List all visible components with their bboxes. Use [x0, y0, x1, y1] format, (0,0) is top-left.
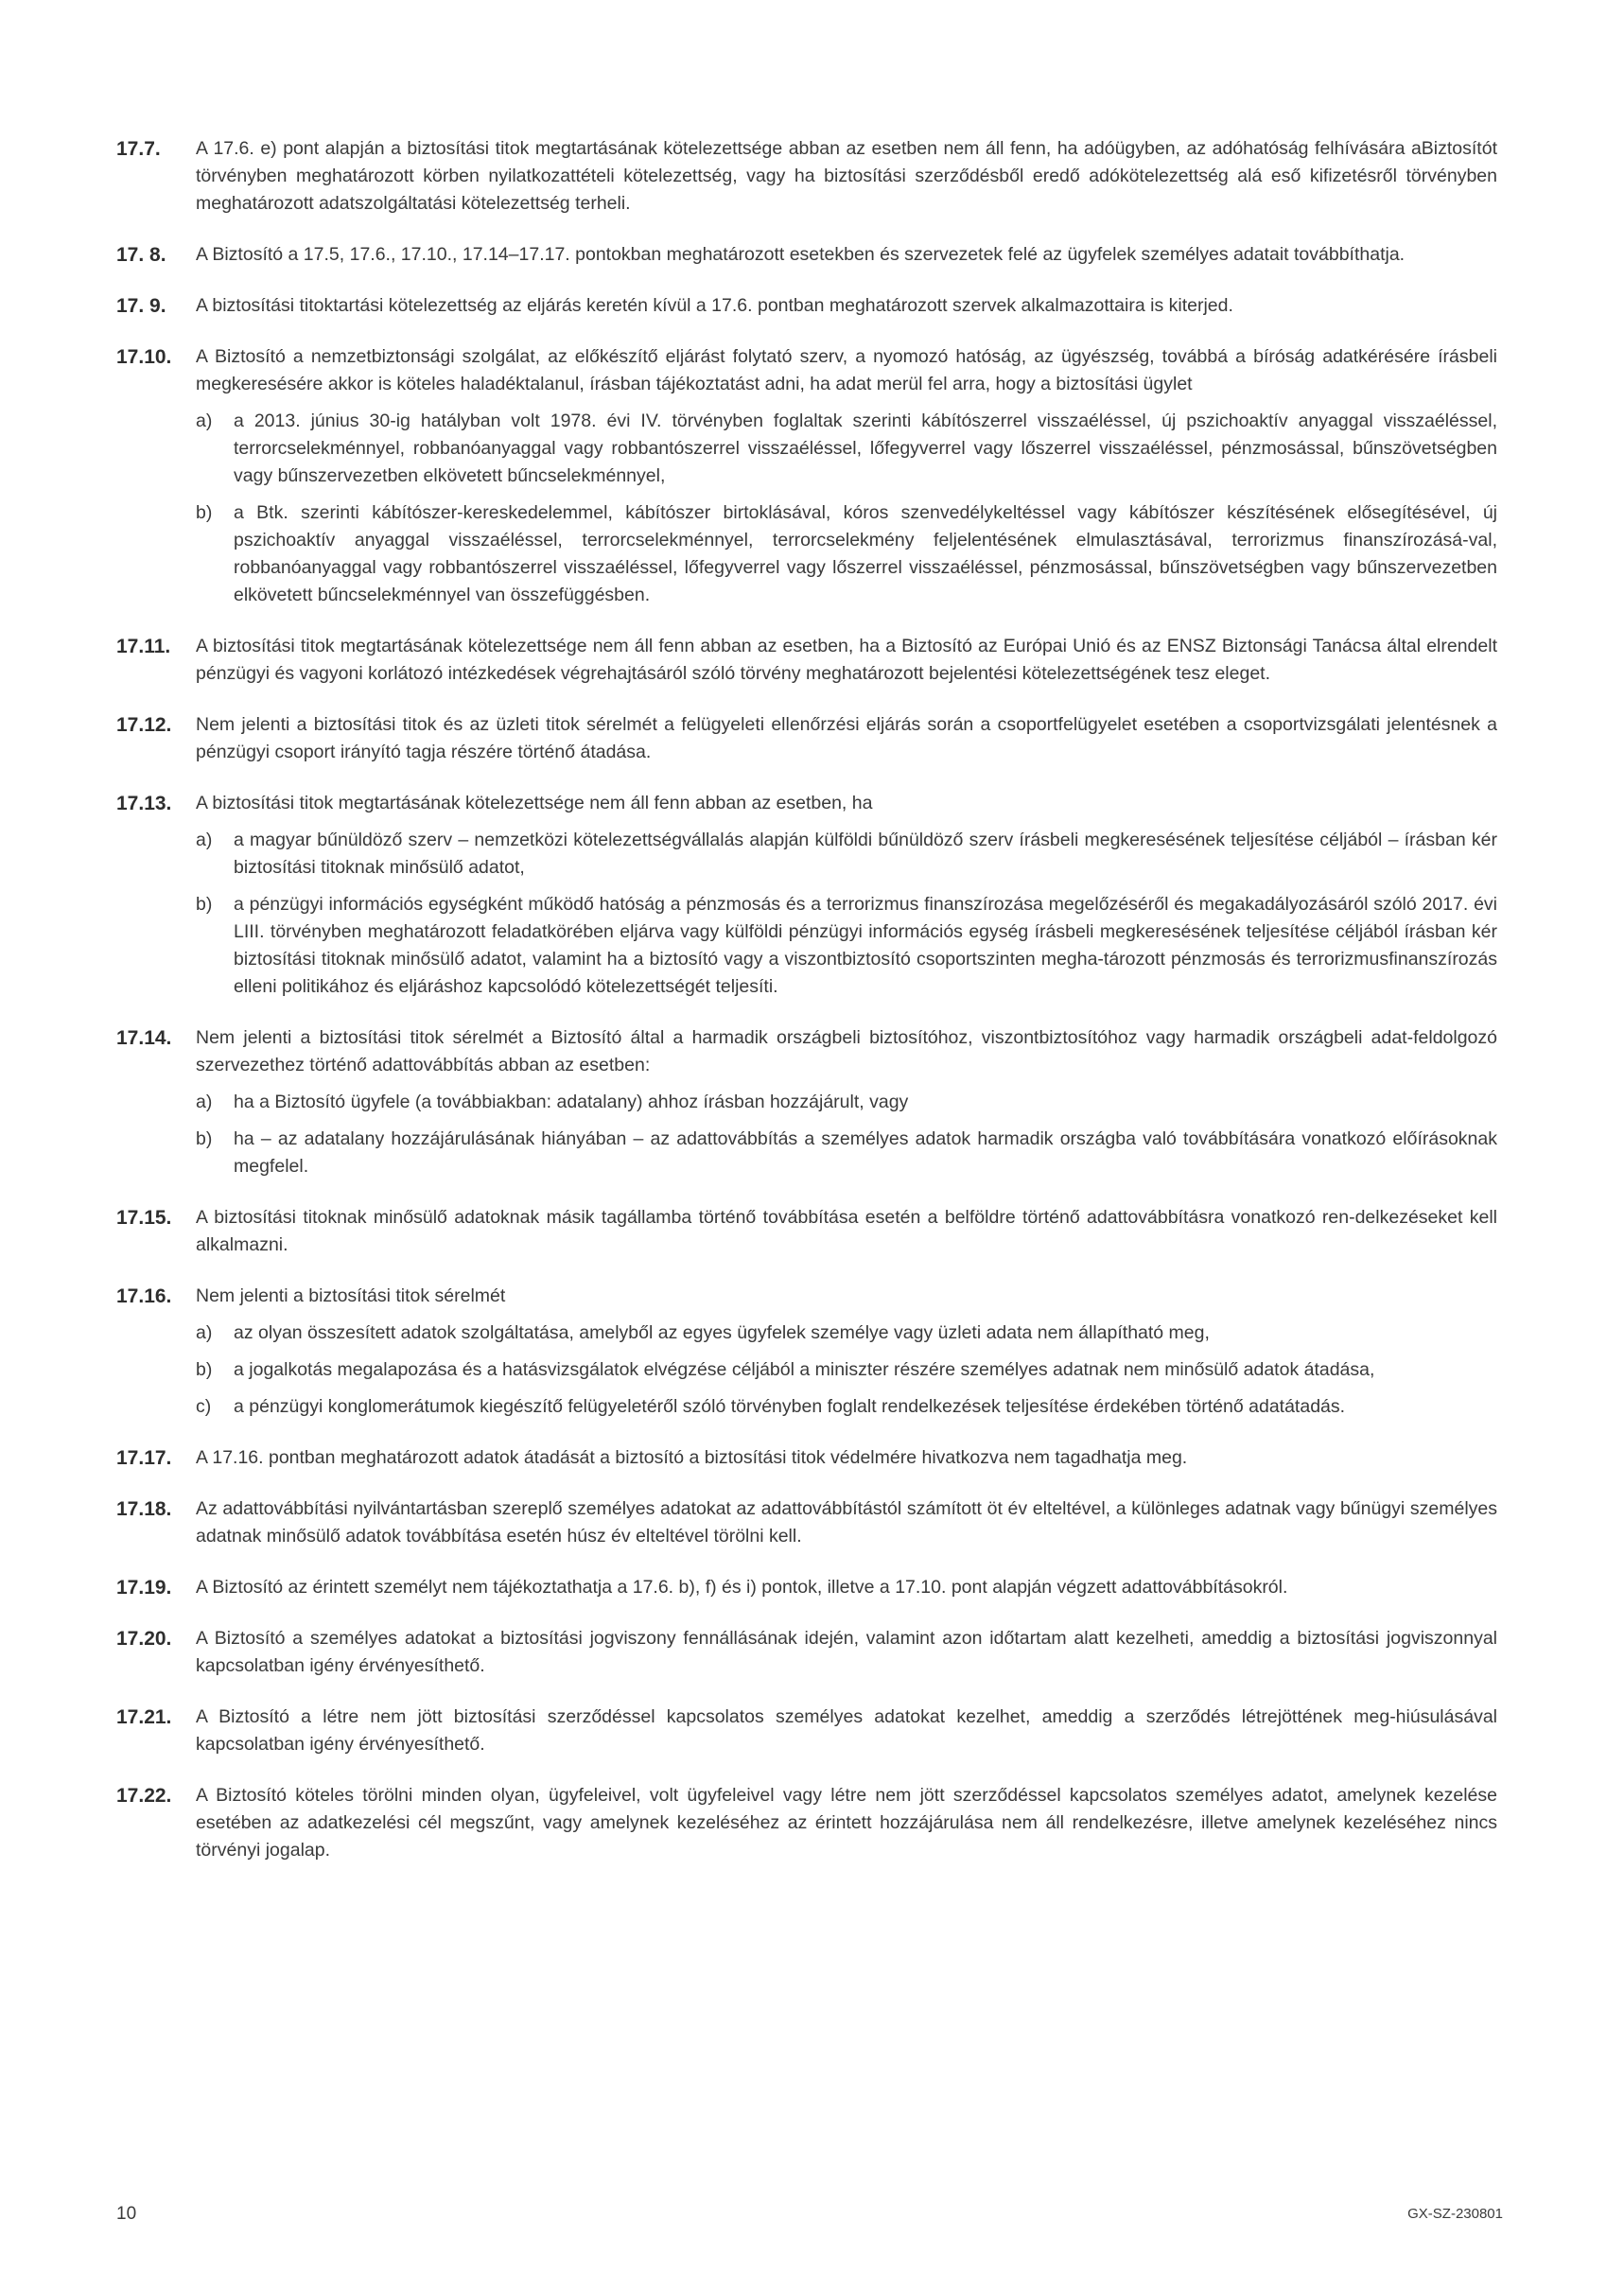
section-text: A Biztosító a személyes adatokat a biztosítási jogviszony fennállásának idején, valamint azon időtartam alatt kezelheti, ameddig a biztosítási jogviszonnyal kapcsolatban igény érvényesíthető.	[196, 1628, 1497, 1676]
list-item-text: a magyar bűnüldöző szerv – nemzetközi kötelezettségvállalás alapján külföldi bűnüldöző szerv írásbeli megkeresésének teljesítése céljából – írásban kér biztosítási titoknak minősülő adatot,	[234, 830, 1497, 878]
list-item-text: a pénzügyi konglomerátumok kiegészítő felügyeletéről szóló törvényben foglalt rendelkezések teljesítése érdekében történő adatátadás.	[234, 1396, 1346, 1417]
section-number: 17.18.	[116, 1498, 172, 1520]
list-item	[196, 1089, 1497, 1116]
section-number: 17.17.	[116, 1447, 172, 1469]
list-item	[196, 1393, 1497, 1421]
section-text: A Biztosító az érintett személyt nem tájékoztathatja a 17.6. b), f) és i) pontok, illetve a 17.10. pont alapján végzett adattovábbításokról.	[196, 1577, 1288, 1598]
document-body	[116, 135, 1497, 1888]
section	[116, 1704, 1497, 1758]
list-item-text: ha – az adatalany hozzájárulásának hiányában – az adattovábbítás a személyes adatok harmadik országba való továbbítására vonatkozó előírásoknak megfelel.	[234, 1128, 1497, 1177]
section-text: A biztosítási titok megtartásának kötelezettsége nem áll fenn abban az esetben, ha	[196, 793, 873, 813]
list-item-letter: b)	[196, 894, 213, 915]
section-text: A biztosítási titok megtartásának kötelezettsége nem áll fenn abban az esetben, ha a Biztosító az Európai Unió és az ENSZ Biztonsági Tanácsa által elrendelt pénzügyi és vagyoni korlátozó intézkedések végrehajtásáról szóló törvény meghatározott bejelentési kötelezettségének tesz eleget.	[196, 636, 1497, 684]
list-item-letter: b)	[196, 1359, 213, 1380]
section-number: 17.22.	[116, 1785, 172, 1807]
section-number: 17.10.	[116, 346, 172, 368]
list-item-text: a pénzügyi információs egységként működő hatóság a pénzmosás és a terrorizmus finanszírozása megelőzéséről és megakadályozásáról szóló 2017. évi LIII. törvényben meghatározott feladatkörében eljárva vagy külföldi pénzügyi információs egység írásbeli megkeresésének teljesítése céljából írásban kér biztosítási titoknak minősülő adatot, valamint ha a biztosító vagy a viszontbiztosító csoportszinten megha-tározott pénzmosás és terrorizmusfinanszírozás elleni politikához és eljáráshoz kapcsolódó kötelezettségét teljesíti.	[234, 894, 1497, 997]
list-item-text: ha a Biztosító ügyfele (a továbbiakban: adatalany) ahhoz írásban hozzájárult, vagy	[234, 1092, 909, 1112]
document-code: GX-SZ-230801	[1407, 2206, 1503, 2222]
section	[116, 1444, 1497, 1472]
section-number: 17.14.	[116, 1027, 172, 1049]
section-number: 17.7.	[116, 138, 161, 160]
section	[116, 135, 1497, 218]
section-number: 17.16.	[116, 1285, 172, 1307]
list-item-letter: a)	[196, 1092, 213, 1112]
list-item	[196, 408, 1497, 490]
list-item-text: az olyan összesített adatok szolgáltatása, amelyből az egyes ügyfelek személye vagy üzleti adata nem állapítható meg,	[234, 1322, 1210, 1343]
section-text: A biztosítási titoknak minősülő adatoknak másik tagállamba történő továbbítása esetén a belföldre történő adattovábbításra vonatkozó ren-delkezéseket kell alkalmazni.	[196, 1207, 1497, 1255]
section-text: A Biztosító a 17.5, 17.6., 17.10., 17.14–17.17. pontokban meghatározott esetekben és szervezetek felé az ügyfelek személyes adatait továbbíthatja.	[196, 244, 1406, 265]
section-number: 17.13.	[116, 793, 172, 814]
list-item	[196, 891, 1497, 1001]
section	[116, 241, 1497, 269]
section-number: 17.19.	[116, 1577, 172, 1599]
section-text: A 17.16. pontban meghatározott adatok átadását a biztosító a biztosítási titok védelmére hivatkozva nem tagadhatja meg.	[196, 1447, 1188, 1468]
section	[116, 343, 1497, 609]
list-item-letter: c)	[196, 1396, 212, 1417]
section-text: A Biztosító a létre nem jött biztosítási szerződéssel kapcsolatos személyes adatokat kezelhet, ameddig a szerződés létrejöttének meg-hiúsulásával kapcsolatban igény érvényesíthető.	[196, 1706, 1497, 1755]
list-item-letter: b)	[196, 1128, 213, 1149]
section	[116, 711, 1497, 766]
section	[116, 1024, 1497, 1180]
section-number: 17.15.	[116, 1207, 172, 1229]
section-number: 17.21.	[116, 1706, 172, 1728]
section-number: 17.11.	[116, 636, 171, 657]
list-item-text: a Btk. szerinti kábítószer-kereskedelemmel, kábítószer birtoklásával, kóros szenvedélykeltéssel vagy kábítószer készítésének elősegítésével, új pszichoaktív anyaggal visszaéléssel, terrorcselekménnyel, terrorcselekmény feljelentésének elmulasztásával, terrorizmus finanszírozásá-val, robbanóanyaggal vagy robbantószerrel visszaéléssel, lőfegyverrel vagy lőszerrel visszaéléssel, pénzmosással, bűnszövetségben vagy bűnszervezetben elkövetett bűncselekménnyel van összefüggésben.	[234, 502, 1497, 605]
section-text: Nem jelenti a biztosítási titok és az üzleti titok sérelmét a felügyeleti ellenőrzési eljárás során a csoportfelügyelet esetében a csoportvizsgálati jelentésnek a pénzügyi csoport irányító tagja részére történő átadása.	[196, 714, 1497, 762]
section-text: Az adattovábbítási nyilvántartásban szereplő személyes adatokat az adattovábbítástól számított öt év elteltével, a különleges adatnak vagy bűnügyi személyes adatnak minősülő adatok továbbítása esetén húsz év elteltével törölni kell.	[196, 1498, 1497, 1547]
list-item-text: a 2013. június 30-ig hatályban volt 1978. évi IV. törvényben foglaltak szerinti kábítószerrel visszaéléssel, új pszichoaktív anyaggal visszaéléssel, terrorcselekménnyel, robbanóanyaggal vagy robbantószerrel visszaéléssel, lőfegyverrel vagy lőszerrel visszaéléssel, pénzmosással, bűnszövetségben vagy bűnszervezetben elkövetett bűncselekménnyel,	[234, 411, 1497, 486]
section	[116, 633, 1497, 688]
section-text: Nem jelenti a biztosítási titok sérelmét	[196, 1285, 506, 1306]
section-text: A Biztosító köteles törölni minden olyan, ügyfeleivel, volt ügyfeleivel vagy létre nem jött szerződéssel kapcsolatos személyes adatot, amelynek kezelése esetében az adatkezelési cél megszűnt, vagy amelynek kezeléséhez az érintett hozzájárulása nem áll rendelkezésre, illetve amelynek kezeléséhez nincs törvényi jogalap.	[196, 1785, 1497, 1861]
list-item	[196, 1320, 1497, 1347]
list-item-letter: a)	[196, 411, 213, 431]
section-number: 17.12.	[116, 714, 172, 736]
section-text: A 17.6. e) pont alapján a biztosítási titok megtartásának kötelezettsége abban az esetben nem áll fenn, ha adóügyben, az adóhatóság felhívására aBiztosítót törvényben meghatározott körben nyilatkozattételi kötelezettség, vagy ha biztosítási szerződésből eredő adókötelezettség alá eső kifizetésről törvényben meghatározott adatszolgáltatási kötelezettség terheli.	[196, 138, 1497, 214]
section-text: A biztosítási titoktartási kötelezettség az eljárás keretén kívül a 17.6. pontban meghatározott szervek alkalmazottaira is kiterjed.	[196, 295, 1233, 316]
section	[116, 292, 1497, 320]
section-text: A Biztosító a nemzetbiztonsági szolgálat, az előkészítő eljárást folytató szerv, a nyomozó hatóság, az ügyészség, továbbá a bíróság adatkérésére írásbeli megkeresésére akkor is köteles haladéktalanul, írásban tájékoztatást adni, ha adat merül fel arra, hogy a biztosítási ügylet	[196, 346, 1497, 394]
list-item	[196, 499, 1497, 609]
section	[116, 1495, 1497, 1550]
section	[116, 1625, 1497, 1680]
page-number: 10	[116, 2204, 137, 2224]
section-number: 17. 9.	[116, 295, 166, 317]
list-item	[196, 1126, 1497, 1180]
list-item	[196, 827, 1497, 882]
list-item	[196, 1356, 1497, 1384]
section-text: Nem jelenti a biztosítási titok sérelmét a Biztosító által a harmadik országbeli biztosítóhoz, viszontbiztosítóhoz vagy harmadik országbeli adat-feldolgozó szervezethez történő adattovábbítás abban az esetben:	[196, 1027, 1497, 1075]
section	[116, 790, 1497, 1001]
list-item-letter: a)	[196, 1322, 213, 1343]
list-item-text: a jogalkotás megalapozása és a hatásvizsgálatok elvégzése céljából a miniszter részére személyes adatnak nem minősülő adatok átadása,	[234, 1359, 1375, 1380]
list-item-letter: b)	[196, 502, 213, 523]
section	[116, 1283, 1497, 1421]
list-item-letter: a)	[196, 830, 213, 850]
section-number: 17.20.	[116, 1628, 172, 1650]
section-number: 17. 8.	[116, 244, 166, 266]
section	[116, 1574, 1497, 1601]
section	[116, 1782, 1497, 1864]
section	[116, 1204, 1497, 1259]
